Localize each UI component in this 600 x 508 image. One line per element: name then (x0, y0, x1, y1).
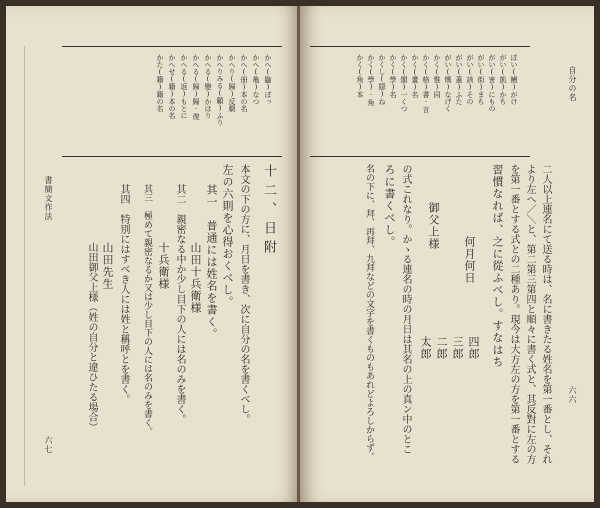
page-fold-shadow (24, 46, 25, 486)
glossary-entry: がい(凱)かち (499, 54, 507, 105)
body-line: 山田先生 (101, 242, 114, 290)
right-page (300, 6, 594, 502)
glossary-entry: かへり(歸)反劇 (228, 54, 236, 112)
signer-name: 四郎 (467, 336, 480, 360)
glossary-entry: かへせ(籍)本の名 (168, 54, 176, 119)
glossary-entry: かくし(隠)ね (378, 54, 386, 105)
page-number: 六六 (568, 386, 577, 404)
glossary-entry: かへる(歸)歸·復 (192, 54, 200, 120)
letter-date: 何月何日 (463, 236, 476, 284)
page-number: 六七 (44, 436, 53, 454)
glossary-entry: かへる(返)もとに (180, 54, 188, 119)
glossary-entry: かく(格)書·言 (422, 54, 430, 113)
glossary-divider (62, 156, 282, 157)
glossary-entry: ぼい(鰻)がけ (510, 54, 518, 105)
glossary-entry: がい(蓋)ふた (455, 54, 463, 105)
running-head: 自分の名 (568, 66, 577, 102)
glossary-entry: かた(籍)籍の名 (156, 54, 164, 112)
glossary-entry: がい(慨)なげく (444, 54, 452, 112)
body-line: 習慣なれば、之に從ふべし。すなはち (491, 164, 504, 368)
body-line: 其二 親密なる中か少し目下の人には名のみを書く。 (174, 184, 185, 424)
body-line: 二人以上連名にて送る時は、名に書きたる姓名を第一番とし、それ (540, 164, 551, 464)
body-line: の式これなり。かゝる連名の時の月日は其名の上の真ン中のとこ (400, 164, 411, 454)
glossary-entry: かく(學)名 (389, 54, 397, 98)
glossary-divider (310, 156, 530, 157)
body-line: 本文の下の方に、月日を書き、次に自分の名を書くべし。 (238, 164, 249, 424)
glossary-entry: かく(惟)同 (433, 54, 441, 98)
glossary-entry: がい(街)まち (477, 54, 485, 105)
signer-name: 三郎 (451, 336, 464, 360)
glossary-entry: がい(害)にもの (488, 54, 496, 112)
addressee: 御父上様 (427, 202, 440, 250)
body-line: ろに書くべし。 (383, 164, 396, 248)
glossary-entry: かへりみる(顧)ふり (216, 54, 224, 126)
body-line: 名の下に、拜、再拜、九拜などの文字を書くものもあれどよろしからず。 (364, 164, 374, 461)
glossary-entry: がい(該)その (466, 54, 474, 105)
glossary-entry: かく(閣)一くつ (400, 54, 408, 112)
body-line: 左の六則を心得おくべし。 (221, 164, 234, 308)
signer-name: 二郎 (435, 336, 448, 360)
body-line: 其一 普通には姓名を書く。 (205, 184, 218, 340)
body-line: 十兵衛様 (157, 242, 170, 290)
running-head: 書簡文作法 (44, 176, 53, 221)
body-line: 其三 極めて親密なるか又は少し目下の人には名のみを書く。 (142, 184, 152, 436)
glossary-entry: かへる(變)かはり (204, 54, 212, 119)
left-page (6, 6, 299, 502)
glossary-top-rule (62, 46, 282, 47)
glossary-entry: かへ(鼬)ぼっ (264, 54, 272, 105)
glossary-top-rule (310, 46, 530, 47)
body-line: 山田十兵衛様 (189, 242, 202, 314)
glossary-entry: かへ(亀)なつ (252, 54, 260, 105)
glossary-entry: かく(畫)名 (411, 54, 419, 98)
body-line: 山田御父上様（姓の自分と違ひたる場合） (86, 242, 97, 432)
glossary-entry: かく(角)本 (356, 54, 364, 98)
body-line: を第一番とする式との二種あり。現今は大方左の方を第一番とする (508, 164, 519, 464)
body-line: 其四 特別にはすべき人には姓と稱呼とを書く。 (118, 184, 129, 404)
glossary-entry: かく(學)·角 (367, 54, 375, 106)
glossary-entry: かへ(冊)本の名 (240, 54, 248, 112)
section-heading: 十二、日附 (261, 164, 276, 259)
body-line: より左へ／＼と、第二第三第四と順々に書く式と、其反對に左の方 (524, 164, 535, 464)
signer-name: 太郎 (419, 336, 432, 360)
